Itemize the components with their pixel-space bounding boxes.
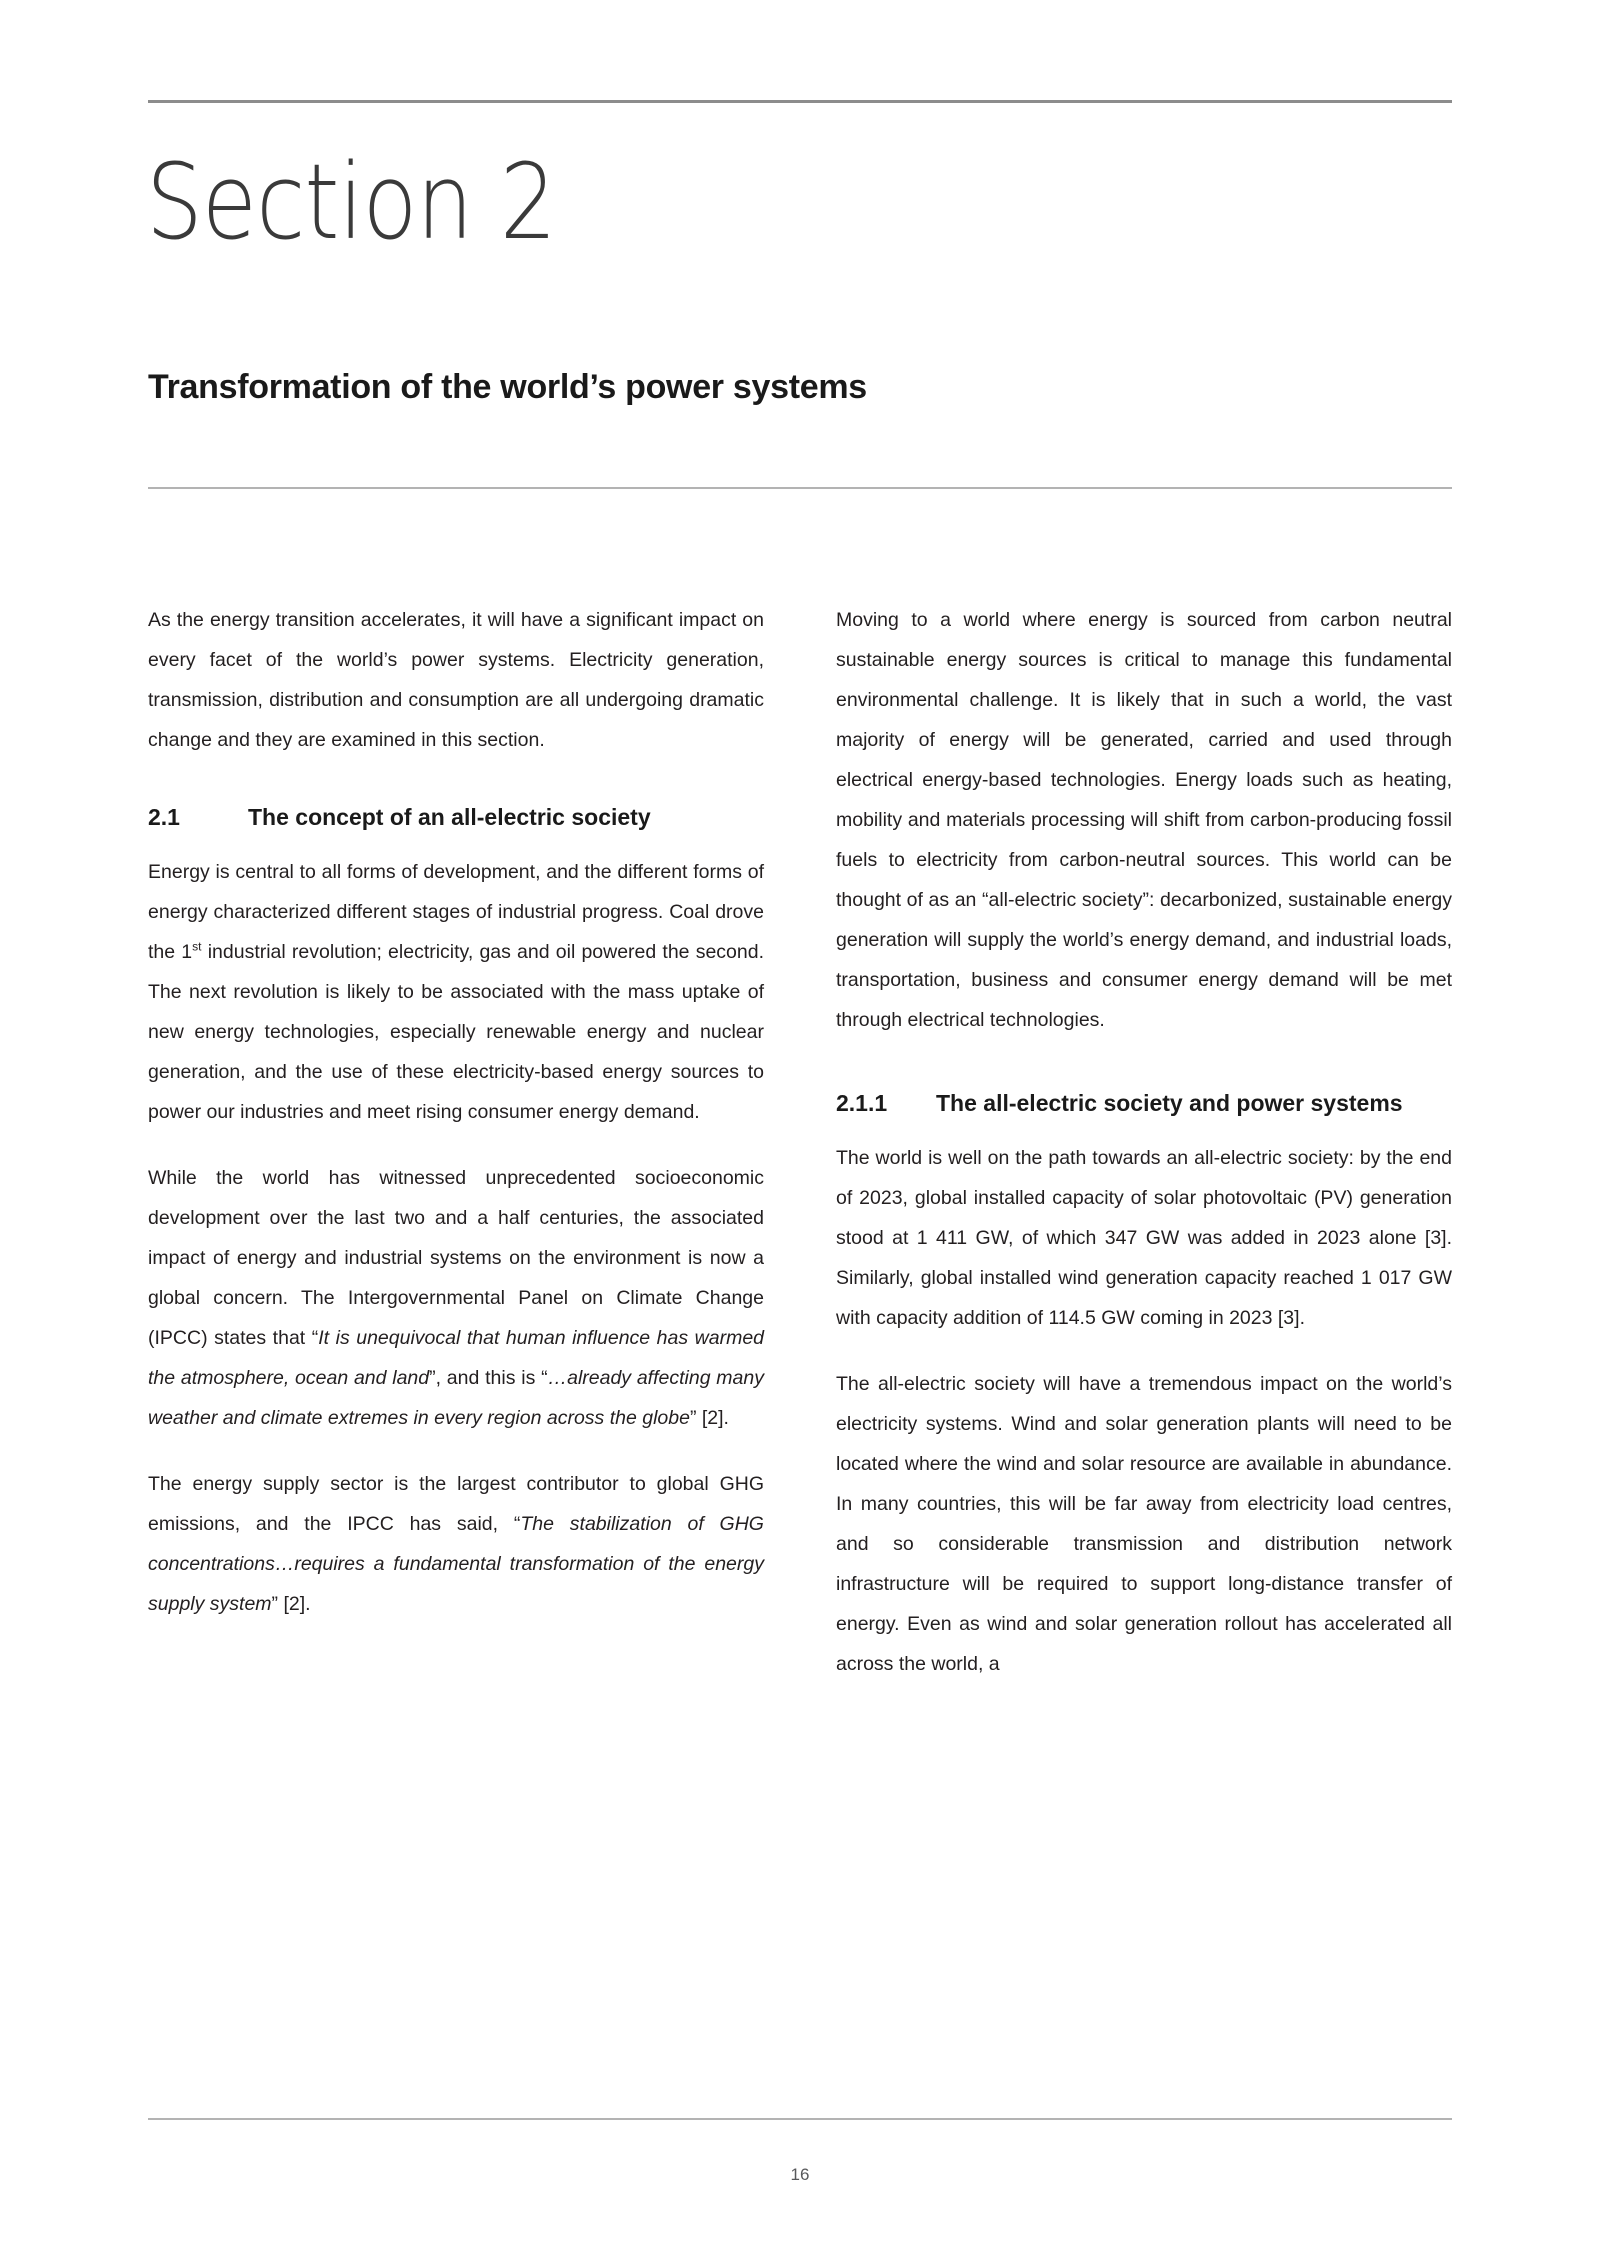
page-number: 16 <box>790 2165 810 2184</box>
heading-2-1-1 <box>836 1084 1452 1122</box>
para-text-part: industrial revolution; electricity, gas and oil powered the second. The next revolution is likely to be associated with the mass uptake of new energy technologies, especially renewable energy and nuclear generation, and the use of these electricity-based energy sources to power our industries and meet rising consumer energy demand. <box>148 941 764 1123</box>
paragraph-ipcc <box>148 1158 764 1438</box>
paragraph-impact-electricity-systems: The all-electric society will have a tremendous impact on the world’s electricity systems. Wind and solar generation plants will need to be located where the wind and solar resource are available in abundance. In many countries, this will be far away from electricity load centres, and so considerable transmission and distribution network infrastructure will be required to support long-distance transfer of energy. Even as wind and solar generation rollout has accelerated all across the world, a <box>836 1373 1452 1675</box>
footer-rule <box>148 2118 1452 2120</box>
quote-italic: It is unequivocal that human influence has warmed the atmosphere, ocean and land <box>148 1327 765 1389</box>
heading-2-1-text: The concept of an all-electric society <box>248 804 651 830</box>
quote-italic: …already affecting many weather and climate extremes in every region across the globe <box>148 1367 764 1429</box>
header-rule-bottom <box>148 487 1452 489</box>
para-text-part: While the world has witnessed unprecedented socioeconomic development over the last two and a half centuries, the associated impact of energy and industrial systems on the environment is now a global concern. The Intergovernmental Panel on Climate Change (IPCC) states that “ <box>148 1167 764 1349</box>
paragraph-energy-central <box>148 852 764 1132</box>
intro-paragraph: As the energy transition accelerates, it will have a significant impact on every facet of the world’s power systems. Electricity generation, transmission, distribution and consumption are all undergoing dramatic change and they are examined in this section. <box>148 609 764 751</box>
left-column <box>148 600 764 1684</box>
page-title: Transformation of the world’s power systems <box>148 367 867 406</box>
para-text-part: Energy is central to all forms of development, and the different forms of energy characterized different stages of industrial progress. Coal drove the 1 <box>148 861 764 963</box>
ordinal-suffix: st <box>192 939 202 954</box>
right-column <box>836 600 1452 1684</box>
para-text-part: ” [2]. <box>271 1593 311 1615</box>
section-number: Section 2 <box>146 141 556 263</box>
paragraph-installed-capacity: The world is well on the path towards an all-electric society: by the end of 2023, global installed capacity of solar photovoltaic (PV) generation stood at 1 411 GW, of which 347 GW was added in 2023 alone [3]. Similarly, global installed wind generation capacity reached 1 017 GW with capacity addition of 114.5 GW coming in 2023 [3]. <box>836 1147 1452 1329</box>
body-columns <box>148 600 1452 1684</box>
header-rule-top <box>148 100 1452 103</box>
heading-2-1-1-number: 2.1.1 <box>836 1090 888 1116</box>
para-text-part: The energy supply sector is the largest contributor to global GHG emissions, and the IPCC has said, “ <box>148 1473 764 1535</box>
paragraph-energy-supply <box>148 1464 764 1624</box>
paragraph-moving-to-world: Moving to a world where energy is sourced from carbon neutral sustainable energy sources is critical to manage this fundamental environmental challenge. It is likely that in such a world, the vast majority of energy will be generated, carried and used through electrical energy-based technologies. Energy loads such as heating, mobility and materials processing will shift from carbon-producing fossil fuels to electricity from carbon-neutral sources. This world can be thought of as an “all-electric society”: decarbonized, sustainable energy generation will supply the world’s energy demand, and industrial loads, transportation, business and consumer energy demand will be met through electrical technologies. <box>836 609 1452 1031</box>
quote-italic: The stabilization of GHG concentrations…requires a fundamental transformation of the energy supply system <box>148 1513 764 1615</box>
para-text-part: ”, and this is “ <box>429 1367 548 1389</box>
para-text-part: ” [2]. <box>689 1407 729 1429</box>
heading-2-1-1-text: The all-electric society and power systems <box>936 1090 1403 1116</box>
heading-2-1-number: 2.1 <box>148 804 180 830</box>
heading-2-1 <box>148 798 764 836</box>
